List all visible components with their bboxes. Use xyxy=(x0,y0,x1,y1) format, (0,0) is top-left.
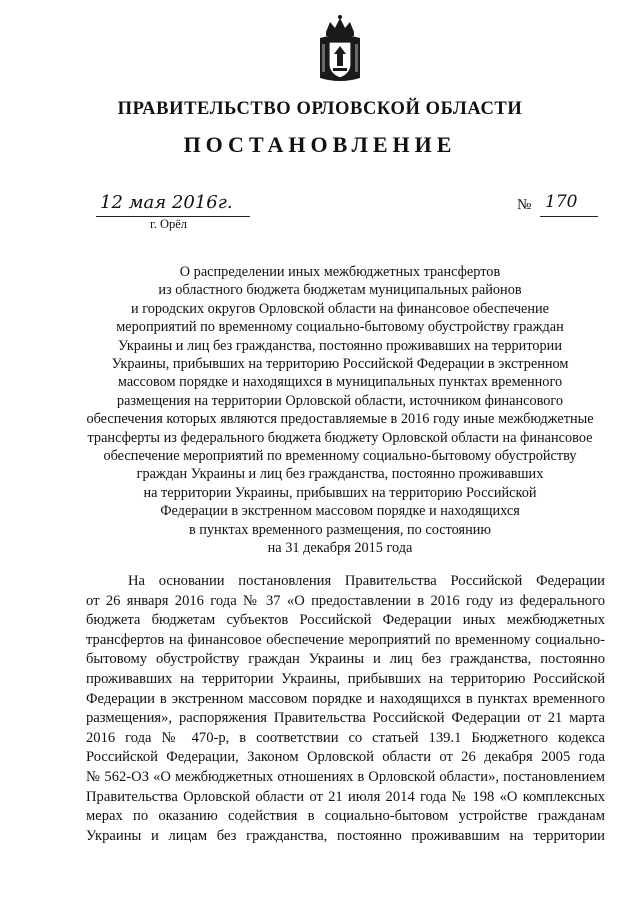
body-line: № 562-ОЗ «О межбюджетных отношениях в Орловской области», постановлением xyxy=(86,768,605,785)
government-title: ПРАВИТЕЛЬСТВО ОРЛОВСКОЙ ОБЛАСТИ xyxy=(117,99,523,119)
subject-line: Украины, прибывших на территорию Российской Федерации в экстренном xyxy=(111,356,569,373)
body-line: Правительства Орловской области от 21 июля 2014 года № 198 «О комплексных xyxy=(86,788,605,805)
subject-line: размещения на территории Орловской области, источником финансового xyxy=(116,392,564,409)
body-paragraph xyxy=(86,572,605,846)
document-subject xyxy=(60,263,620,558)
body-line: Российской Федерации, Законом Орловской области от 26 декабря 2005 года xyxy=(86,749,605,766)
subject-line: Украины и лиц без гражданства, постоянно проживавших на территории xyxy=(118,337,562,354)
subject-line: и городских округов Орловской области на финансовое обеспечение xyxy=(130,300,550,317)
body-line: мерах по оказанию содействия в социально-бытовом устройстве гражданам xyxy=(86,808,605,825)
subject-line: в пунктах временного размещения, по состоянию xyxy=(188,521,492,538)
body-line: Украины и лицам без гражданства, постоянно проживавшим на территории xyxy=(86,827,605,844)
subject-line: из областного бюджета бюджетам муниципальных районов xyxy=(158,282,522,299)
subject-line: Федерации в экстренном массовом порядке и находящихся xyxy=(160,503,520,520)
subject-line: О распределении иных межбюджетных трансфертов xyxy=(179,264,501,280)
subject-line: на 31 декабря 2015 года xyxy=(267,540,413,557)
number-label: № xyxy=(517,197,532,213)
coat-of-arms-icon xyxy=(316,14,364,84)
subject-line: массовом порядке и находящихся в муниципальных пунктах временного xyxy=(117,374,563,391)
document-kind-title: ПОСТАНОВЛЕНИЕ xyxy=(183,132,457,157)
body-line: трансфертов на финансовое обеспечение мероприятий по временному социально- xyxy=(86,631,605,648)
subject-line: мероприятий по временному социально-бытовому обустройству граждан xyxy=(116,319,564,336)
body-line: проживавших на территории Украины, прибывших на территорию Российской xyxy=(86,670,605,687)
handwritten-number: 170 xyxy=(545,192,578,212)
subject-line: на территории Украины, прибывших на территорию Российской xyxy=(143,484,537,501)
handwritten-date: 12 мая 2016г. xyxy=(100,192,233,213)
body-line: 2016 года № 470-р, в соответствии со статьей 139.1 Бюджетного кодекса xyxy=(86,729,605,746)
subject-line: трансферты из федерального бюджета бюджету Орловской области на финансовое xyxy=(87,429,593,446)
body-line: размещения», распоряжения Правительства Российской Федерации от 21 марта xyxy=(86,710,605,727)
city-label: г. Орёл xyxy=(150,217,188,231)
subject-line: обеспечение мероприятий по временному социально-бытовому обустройству xyxy=(103,448,577,465)
body-line: бюджета бюджетам субъектов Российской Федерации иных межбюджетных xyxy=(86,612,605,629)
body-line: Федерации в экстренном массовом порядке и находящихся в пунктах временного xyxy=(86,690,605,707)
body-line: На основании постановления Правительства Российской Федерации xyxy=(128,573,605,589)
body-line: от 26 января 2016 года № 37 «О предоставлении в 2016 году из федерального xyxy=(86,592,605,609)
subject-line: граждан Украины и лиц без гражданства, постоянно проживавших xyxy=(136,466,544,483)
body-line: бытовому обустройству граждан Украины и лиц без гражданства, постоянно xyxy=(86,651,605,668)
subject-line: обеспечения которых являются предоставляемые в 2016 году иные межбюджетные xyxy=(86,411,594,428)
